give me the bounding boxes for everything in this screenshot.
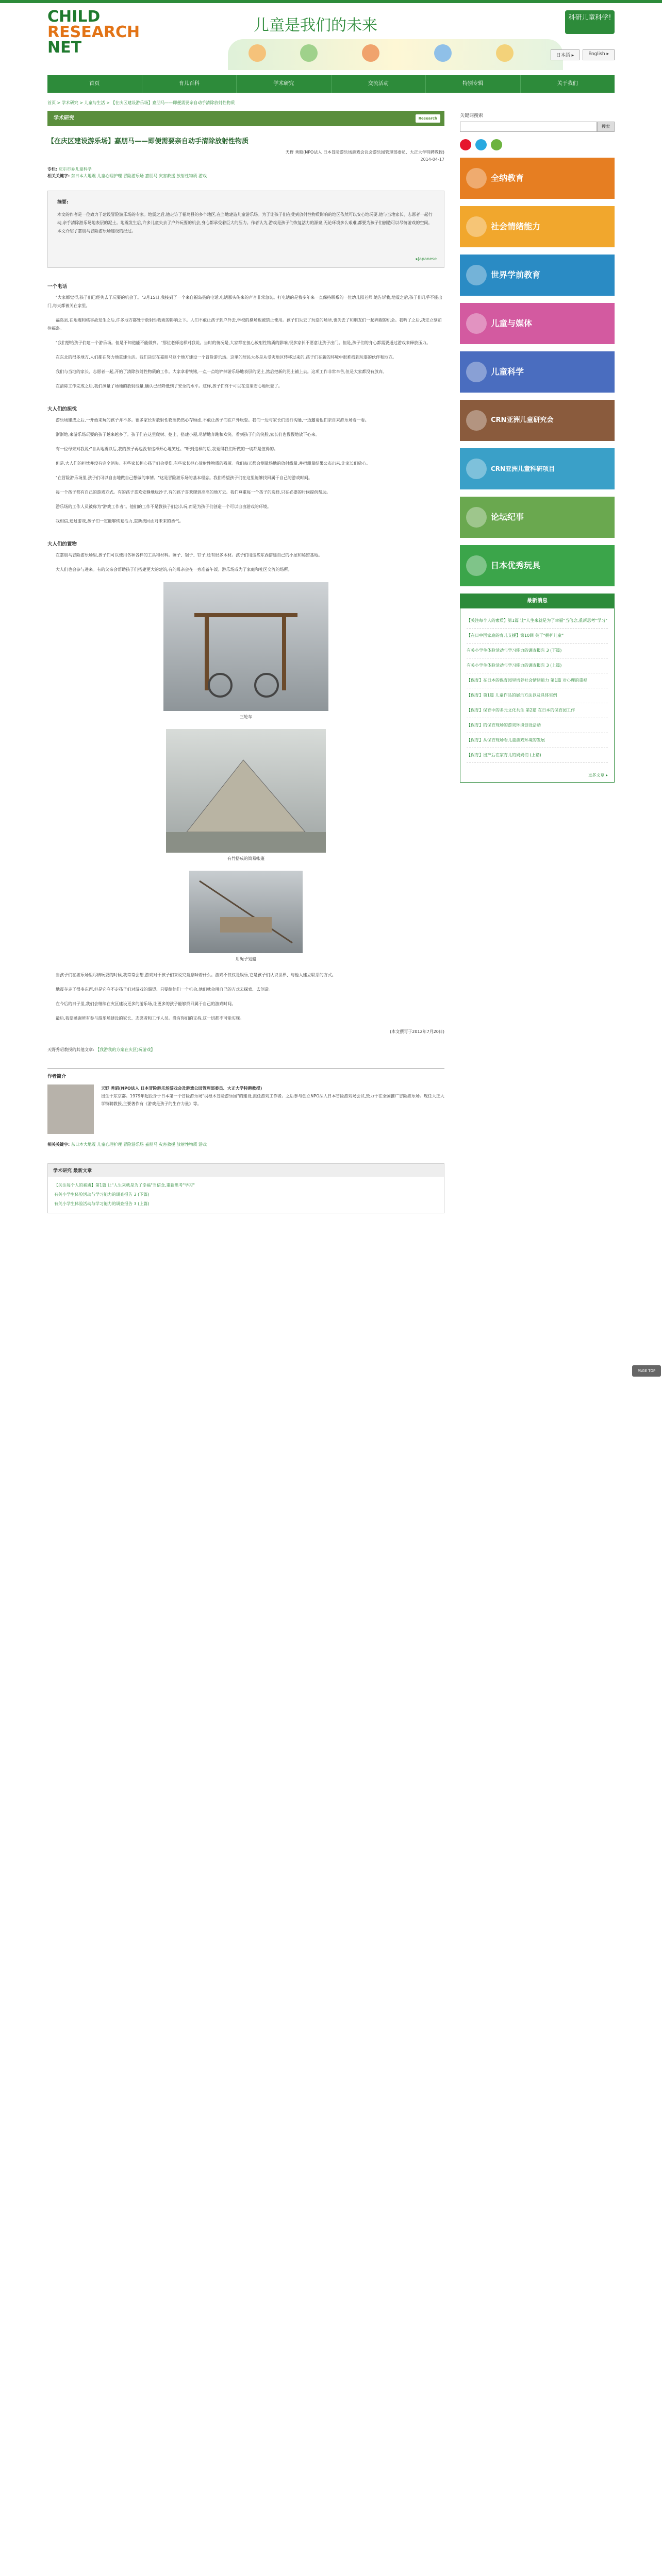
bio-keyword-label: 相关关键字: xyxy=(47,1142,70,1147)
article-author: 天野 秀昭(NPO法人 日本冒险游乐场游戏会议会游乐园管理部委员、大正大学特聘教授) xyxy=(285,150,444,155)
body-paragraph: 福岛县,在地震和核事故发生之后,许多地方都处于放射性物质的影响之下。人们不敢让孩子到户外去,学校的操场也被禁止使用。孩子们失去了玩耍的场所,也失去了和朋友们一起奔跑的机会。我听了之后,决定立刻前往福岛。 xyxy=(47,318,442,331)
page-top-button[interactable]: PAGE TOP xyxy=(632,1365,661,1377)
search-input[interactable] xyxy=(460,122,597,132)
photo-tricycle xyxy=(163,582,328,711)
section-heading: 大人们的置物 xyxy=(47,541,77,547)
body-paragraph: 游乐场的工作人员被称为"游戏工作者"。他们的工作不是教孩子们怎么玩,而是为孩子们创造一个可以自由游戏的环境。 xyxy=(56,504,271,509)
author-photo xyxy=(47,1084,94,1134)
body-paragraph: 在东北的很多地方,人们都在努力地重建生活。我们决定在嘉朋马这个地方建设一个冒险游乐场。这里的居民大多是从受灾地区转移过来的,孩子们在新的环境中很难找到玩耍的伙伴和地方。 xyxy=(56,355,397,360)
tile-crn-asia-project[interactable]: CRN亚洲儿童科研项目 xyxy=(460,448,615,489)
latest-more-link[interactable]: 更多文章 ▸ xyxy=(588,773,608,777)
section-heading: 大人们的担忧 xyxy=(47,406,77,412)
breadcrumb[interactable]: 首页 > 学术研究 > 儿童与生活 > 【在庆区建设游乐场】嘉朋马——即便需要亲自动手清除放射性物质 xyxy=(47,100,235,105)
kid-icon xyxy=(496,44,514,62)
article-date: 2014-04-17 xyxy=(420,157,444,162)
nav-home[interactable]: 首页 xyxy=(47,75,142,93)
body-paragraph: 每一个孩子都有自己的游戏方式。有的孩子喜欢安静地玩沙子,有的孩子喜欢爬到高高的地方去。我们尊重每一个孩子的选择,只在必要的时候提供帮助。 xyxy=(56,490,331,495)
tile-inclusive-education[interactable]: 全纳教育 xyxy=(460,158,615,199)
related-label: 天野秀昭教授的其他文章: xyxy=(47,1047,94,1052)
latest-news-item[interactable]: 【在日中国家庭的育儿支援】第10回 关于"拥护儿童" xyxy=(467,629,608,643)
tricycle-illustration xyxy=(163,582,328,711)
more-research-box xyxy=(47,1163,444,1213)
tag-link[interactable]: 庆尔市乔儿童科学 xyxy=(58,167,92,172)
more-research-item[interactable]: 有关小学生体验活动与学习能力的调查报告 3 (上篇) xyxy=(54,1201,150,1206)
latest-news-item[interactable]: 【保育】出产后在家育儿的妈妈们 (上篇) xyxy=(467,748,608,763)
figure-caption: 用绳子划船 xyxy=(236,957,256,961)
logo-net: NET xyxy=(47,39,82,57)
tile-good-toys[interactable]: 日本优秀玩具 xyxy=(460,545,615,586)
body-paragraph: 我相信,通过游戏,孩子们一定能够恢复活力,重新找回面对未来的勇气。 xyxy=(56,519,184,523)
more-research-item[interactable]: 有关小学生体验活动与学习能力的调查报告 3 (下篇) xyxy=(54,1192,150,1197)
body-paragraph: "在冒险游乐场里,孩子们可以自由地做自己想做的事情。"这是冒险游乐场的基本理念。我们希望孩子们在这里能够找回属于自己的游戏时间。 xyxy=(56,476,312,480)
rope-boat-illustration xyxy=(189,871,303,953)
logo-research: RESEARCH xyxy=(47,23,140,41)
author-bio-title: 作者简介 xyxy=(47,1068,444,1079)
body-paragraph: 地震夺走了很多东西,但是它夺不走孩子们对游戏的渴望。只要给他们一个机会,他们就会用自己的方式去探索、去创造。 xyxy=(56,987,273,992)
abstract-box xyxy=(47,191,444,268)
logo-child: CHILD xyxy=(47,8,101,26)
article-title: 【在庆区建设游乐场】嘉朋马——即便需要亲自动手清除放射性物质 xyxy=(47,138,249,145)
section-label: 学术研究 xyxy=(54,115,74,121)
lang-english-button[interactable]: English ▸ xyxy=(583,49,615,60)
body-paragraph: 但是,大人们的担忧并没有完全消失。有些家长担心孩子们会受伤,有些家长担心放射性物质的残留。我们每天都会测量场地的放射线量,并把测量结果公布出来,让家长们放心。 xyxy=(56,461,371,466)
latest-news xyxy=(460,594,615,783)
bio-keyword-links[interactable]: 东日本大地震 儿童心理护理 冒险游乐场 嘉朋马 灾害救援 放射性物质 游戏 xyxy=(71,1142,207,1147)
search-title: 关键词搜索 xyxy=(460,113,484,118)
tile-social-emotional[interactable]: 社会情绪能力 xyxy=(460,206,615,247)
search-button[interactable]: 搜索 xyxy=(597,122,615,132)
tag-label: 专栏: xyxy=(47,167,58,172)
sidebar xyxy=(460,111,615,1213)
site-header xyxy=(47,3,615,75)
site-slogan: 儿童是我们的未来 xyxy=(254,16,377,35)
latest-news-item[interactable]: 【保育】从保育现场看儿童游戏环境的发展 xyxy=(467,733,608,748)
body-paragraph: 渐渐地,来游乐场玩耍的孩子越来越多了。孩子们在这里爬树、挖土、搭建小屋,尽情地奔跑和欢笑。看到孩子们的笑脸,家长们也慢慢地放下心来。 xyxy=(56,432,320,437)
latest-news-item[interactable]: 有关小学生体验活动与学习能力的调查报告 3 (下篇) xyxy=(467,643,608,658)
header-illustration xyxy=(228,39,563,70)
keyword-label: 相关关键字: xyxy=(47,174,70,178)
nav-research[interactable]: 学术研究 xyxy=(237,75,332,93)
tile-world-preschool[interactable]: 世界学前教育 xyxy=(460,255,615,296)
body-paragraph: 当孩子们在游乐场里尽情玩耍的时候,我常常会想,游戏对于孩子们来说究竟意味着什么。游戏不仅仅是娱乐,它是孩子们认识世界、与他人建立联系的方式。 xyxy=(56,973,336,977)
kid-icon xyxy=(434,44,452,62)
latest-news-item[interactable]: 【保育】第1篇 儿童作品的展示方法以及具体实例 xyxy=(467,688,608,703)
bio-keywords xyxy=(47,1141,444,1148)
body-paragraph: 游乐场建成之后,一开始来玩的孩子并不多。很多家长对放射性物质仍然心存顾虑,不敢让孩子们在户外玩耍。我们一边与家长们进行沟通,一边邀请他们亲自来游乐场看一看。 xyxy=(56,418,369,422)
weibo-icon[interactable] xyxy=(460,139,471,150)
kid-icon xyxy=(300,44,318,62)
research-badge: Research xyxy=(416,114,440,123)
article-column xyxy=(47,111,444,1213)
abstract-title: 摘要: xyxy=(57,200,69,205)
tile-forum[interactable]: 论坛纪事 xyxy=(460,497,615,538)
latest-news-item[interactable]: 有关小学生体验活动与学习能力的调查报告 3 (上篇) xyxy=(467,658,608,673)
nav-special[interactable]: 特别专辑 xyxy=(426,75,521,93)
section-header xyxy=(47,111,444,126)
figure-caption: 三轮车 xyxy=(240,715,252,719)
body-paragraph: "大家都觉得,孩子们已经失去了玩耍的机会了。"3月15日,我接到了一个来自福岛县的电话,电话那头传来的声音非常急切。打电话的是我多年来一直保持联系的一位幼儿园老师,她告诉我,地震之后,孩子们几乎不能出门,每天都被关在家里。 xyxy=(47,295,442,308)
language-switch xyxy=(551,49,615,60)
lang-japanese-button[interactable]: 日本語 ▸ xyxy=(551,49,580,60)
body-paragraph: 在今后的日子里,我们会继续在灾区建设更多的游乐场,让更多的孩子能够找回属于自己的游戏时间。 xyxy=(56,1002,236,1006)
body-paragraph: "我们想给孩子们建一个游乐场。但是不知道能不能做到。"那位老师这样对我说。当时的情况是,大家都在担心放射性物质的影响,很多家长不愿意让孩子出门。但是,孩子们的身心都需要通过游戏来释放压力。 xyxy=(56,341,431,345)
figure-caption: 有竹搭成的简易帐篷 xyxy=(227,856,264,861)
body-paragraph: 最后,我要感谢所有参与游乐场建设的家长、志愿者和工作人员。没有你们的支持,这一切都不可能实现。 xyxy=(56,1016,244,1021)
related-articles xyxy=(47,1047,444,1053)
written-date-note: (本文撰写于2012年7月20日) xyxy=(390,1029,444,1034)
more-research-title: 学术研究 最新文章 xyxy=(48,1164,444,1177)
latest-news-item[interactable]: 【保育】保育中的多元文化共生 第2篇 在日本的保育园工作 xyxy=(467,703,608,718)
search-form xyxy=(460,122,615,132)
author-name: 天野 秀昭(NPO法人 日本冒险游乐场游戏会及游戏公园管理部委员、大正大学特聘教授) xyxy=(101,1086,262,1091)
kid-icon xyxy=(249,44,266,62)
tent-illustration xyxy=(166,729,326,853)
author-bio-text: 出生于东京都。1979年起投身于日本第一个冒险游乐场"羽根木冒险游乐园"的建设,担任游戏工作者。之后参与创立NPO法人日本冒险游戏场会议,致力于在全国推广冒险游乐场。现任大正大学特聘教授,主要著作有《游戏是孩子的生存力量》等。 xyxy=(101,1094,444,1106)
nav-parenting[interactable]: 育儿百科 xyxy=(142,75,237,93)
nav-exchange[interactable]: 交流活动 xyxy=(332,75,426,93)
kid-science-button[interactable]: 科研儿童科学! xyxy=(565,10,615,34)
tile-child-science[interactable]: 儿童科学 xyxy=(460,351,615,393)
latest-news-item[interactable]: 【保育】在日本的保育园里培养社会情绪能力 第1篇 对心理的重视 xyxy=(467,673,608,688)
related-link[interactable]: 【我游我的方案在庆区]玩游戏】 xyxy=(95,1047,155,1052)
main-nav xyxy=(47,75,615,93)
more-research-item[interactable]: 【关注每个人的素质】第1篇 让"人生来就是为了幸福"当信念,重新思考"学习" xyxy=(54,1183,195,1188)
tile-children-media[interactable]: 儿童与媒体 xyxy=(460,303,615,344)
nav-about[interactable]: 关于我们 xyxy=(557,81,578,87)
latest-news-item[interactable]: 【保育】的保育现场的游戏环境创设活动 xyxy=(467,718,608,733)
body-paragraph: 在嘉朋马冒险游乐场里,孩子们可以使用各种各样的工具和材料。锤子、锯子、钉子,还有很多木材。孩子们用这些东西搭建自己的小屋和秘密基地。 xyxy=(56,553,323,557)
photo-tent xyxy=(166,729,326,853)
keyword-links[interactable]: 东日本大地震 儿童心理护理 冒险游乐场 嘉朋马 灾害救援 放射性物质 游戏 xyxy=(71,174,207,178)
kid-icon xyxy=(362,44,379,62)
latest-news-title: 最新消息 xyxy=(460,594,614,608)
body-paragraph: 在清除工作完成之后,我们测量了场地的放射线量,确认已经降低到了安全的水平。这样,孩子们终于可以在这里安心地玩耍了。 xyxy=(56,384,283,388)
wechat-icon[interactable] xyxy=(491,139,502,150)
author-bio xyxy=(47,1084,444,1134)
tencent-icon[interactable] xyxy=(475,139,487,150)
tile-crn-asia[interactable]: CRN亚洲儿童研究会 xyxy=(460,400,615,441)
body-paragraph: 大人们也会参与进来。有的父亲会帮助孩子们搭建更大的建筑,有的母亲会在一旁准备午饭。游乐场成为了家庭和社区交流的场所。 xyxy=(56,567,292,572)
social-icons xyxy=(460,139,615,150)
photo-rope-boat xyxy=(189,871,303,953)
abstract-text: 本文的作者是一位致力于建设冒险游乐场的专家。地震之后,他走访了福岛县的多个地区,在当地建造儿童游乐场。为了让孩子们在受到放射性物质影响的地区依然可以安心地玩耍,他与当地家长、志愿者一起行动,亲手清除游乐场地表层的泥土。地震发生后,许多儿童失去了户外玩耍的机会,身心都承受着巨大的压力。作者认为,游戏是孩子们恢复活力的源泉,无论环境多么艰难,都要为孩子们创造可以尽情游戏的空间。本文介绍了嘉朋马冒险游乐场建设的经过。 xyxy=(57,212,433,233)
article-meta xyxy=(47,166,444,179)
japanese-version-link[interactable]: ▸Japanese xyxy=(416,257,437,261)
body-paragraph: 我们与当地的家长、志愿者一起,开始了清除放射性物质的工作。大家拿着铁锹,一点一点地铲掉游乐场地表层的泥土,然后把新的泥土铺上去。这项工作非常辛苦,但是大家都没有放弃。 xyxy=(56,369,387,374)
section-heading: 一个电话 xyxy=(47,284,68,290)
site-logo[interactable] xyxy=(47,8,140,57)
latest-news-item[interactable]: 【关注每个人的素质】第1篇 让"人生来就是为了幸福"当信念,重新思考"学习" xyxy=(467,614,608,629)
body-paragraph: 有一位母亲对我说:"自从地震以后,我的孩子再也没有这样开心地笑过。"听到这样的话,我觉得我们所做的一切都是值得的。 xyxy=(56,447,278,451)
